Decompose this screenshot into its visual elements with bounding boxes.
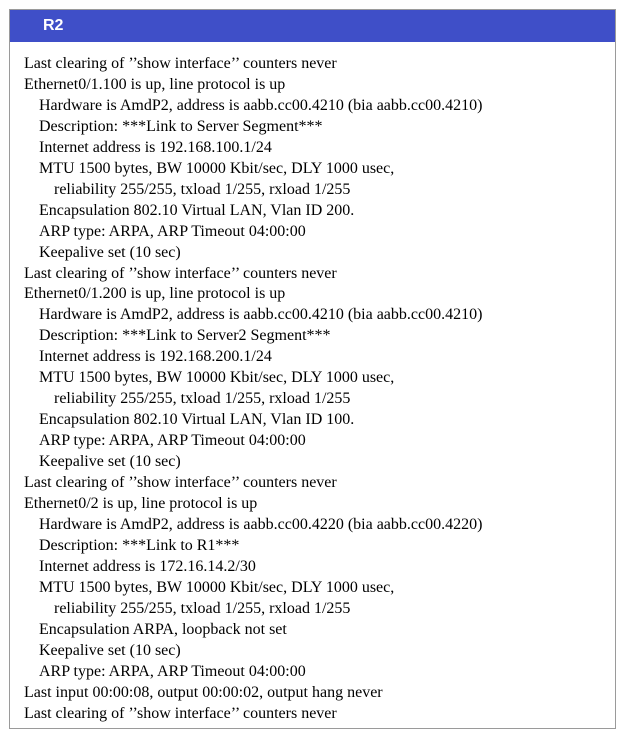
output-line: Internet address is 192.168.100.1/24 (39, 138, 272, 156)
output-line: Keepalive set (10 sec) (39, 453, 181, 471)
output-line: Ethernet0/2 is up, line protocol is up (24, 495, 258, 513)
output-line: Hardware is AmdP2, address is aabb.cc00.4210 (bia aabb.cc00.4210) (39, 96, 483, 114)
output-line: Encapsulation 802.10 Virtual LAN, Vlan ID 200. (39, 201, 355, 219)
output-line: reliability 255/255, txload 1/255, rxload 1/255 (54, 390, 351, 408)
panel-title: R2 (10, 10, 615, 42)
output-line: MTU 1500 bytes, BW 10000 Kbit/sec, DLY 1000 usec, (39, 159, 395, 177)
output-line: reliability 255/255, txload 1/255, rxload 1/255 (54, 599, 351, 617)
output-line: Keepalive set (10 sec) (39, 641, 181, 659)
output-line: Last clearing of ’’show interface’’ counters never (24, 704, 337, 722)
output-line: Last clearing of ’’show interface’’ counters never (24, 264, 337, 282)
output-line: Ethernet0/1.100 is up, line protocol is up (24, 75, 286, 93)
output-line: Encapsulation ARPA, loopback not set (39, 620, 287, 638)
output-line: Encapsulation 802.10 Virtual LAN, Vlan ID 100. (39, 411, 355, 429)
router-output-panel (9, 9, 616, 729)
command-output (10, 42, 615, 725)
output-line: Hardware is AmdP2, address is aabb.cc00.4220 (bia aabb.cc00.4220) (39, 515, 483, 533)
output-line: MTU 1500 bytes, BW 10000 Kbit/sec, DLY 1000 usec, (39, 578, 395, 596)
output-line: MTU 1500 bytes, BW 10000 Kbit/sec, DLY 1000 usec, (39, 369, 395, 387)
output-line: Last clearing of ’’show interface’’ counters never (24, 474, 337, 492)
output-line: Ethernet0/1.200 is up, line protocol is up (24, 285, 286, 303)
output-line: Keepalive set (10 sec) (39, 243, 181, 261)
output-line: ARP type: ARPA, ARP Timeout 04:00:00 (39, 432, 306, 450)
output-line: Description: ***Link to R1*** (39, 536, 240, 554)
output-line: Description: ***Link to Server2 Segment*** (39, 327, 331, 345)
output-line: ARP type: ARPA, ARP Timeout 04:00:00 (39, 222, 306, 240)
output-line: reliability 255/255, txload 1/255, rxload 1/255 (54, 180, 351, 198)
output-line: Last input 00:00:08, output 00:00:02, output hang never (24, 683, 383, 701)
output-line: Hardware is AmdP2, address is aabb.cc00.4210 (bia aabb.cc00.4210) (39, 306, 483, 324)
output-line: Description: ***Link to Server Segment*** (39, 117, 323, 135)
output-line: Internet address is 192.168.200.1/24 (39, 348, 272, 366)
output-line: Internet address is 172.16.14.2/30 (39, 557, 256, 575)
output-line: ARP type: ARPA, ARP Timeout 04:00:00 (39, 662, 306, 680)
output-line: Last clearing of ’’show interface’’ counters never (24, 55, 337, 72)
